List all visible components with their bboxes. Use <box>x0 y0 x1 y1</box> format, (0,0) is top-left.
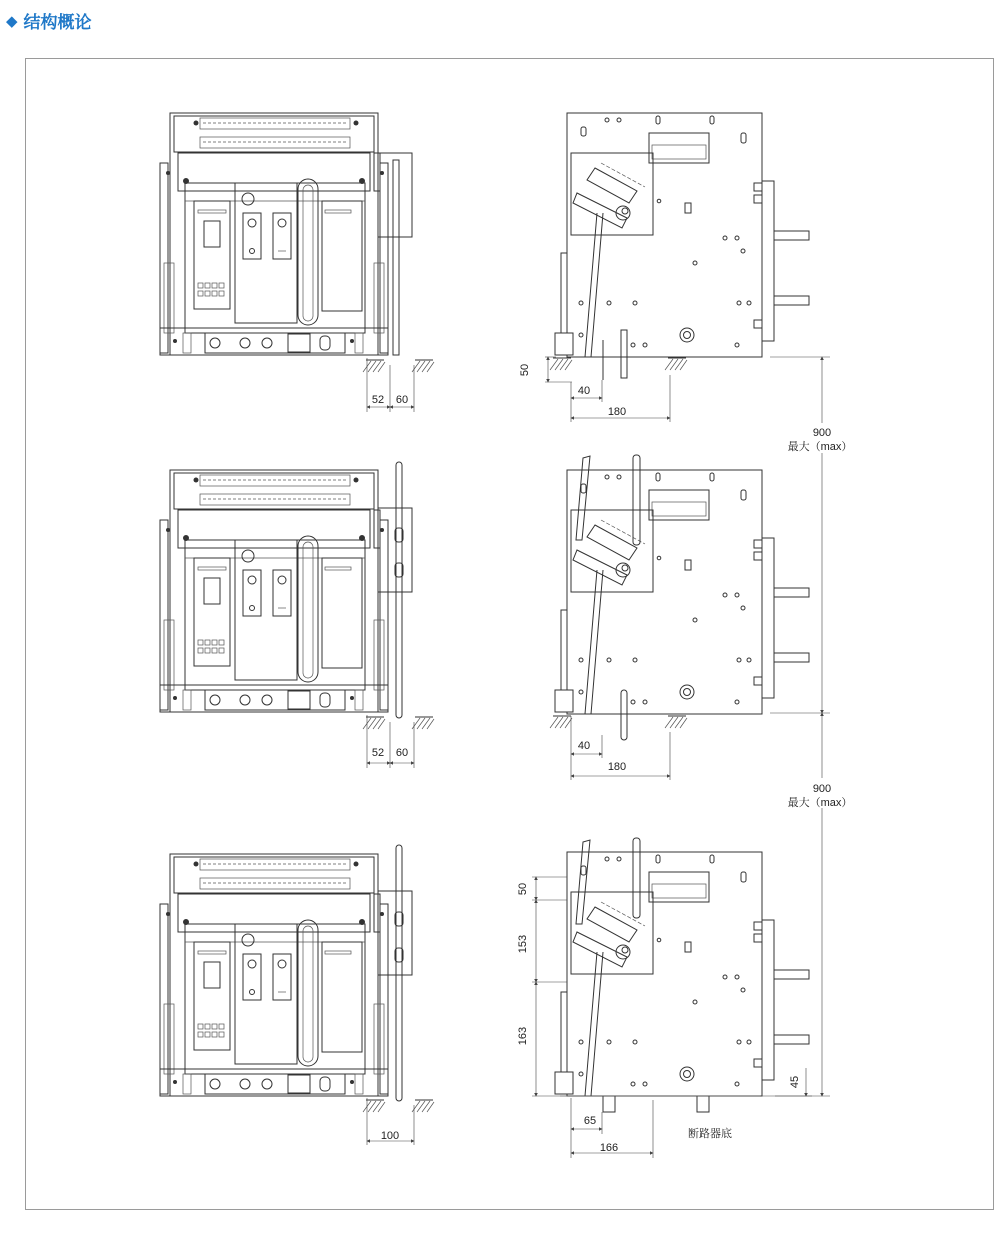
dim-180-row1: 180 <box>607 406 627 418</box>
max-label-top: 最大（max） <box>787 441 853 453</box>
front-view-2 <box>160 462 434 768</box>
dim-166: 166 <box>599 1142 619 1154</box>
dim-60-row2: 60 <box>395 747 409 759</box>
front-view-1 <box>160 113 434 412</box>
side-view-3 <box>517 838 812 1158</box>
dim-153: 153 <box>517 934 529 954</box>
dim-45: 45 <box>789 1075 801 1089</box>
side-view-2 <box>550 455 809 780</box>
dim-100: 100 <box>380 1130 400 1142</box>
dim-900-bottom: 900 <box>812 783 832 795</box>
diamond-icon: ◆ <box>6 12 18 30</box>
dim-52-row1: 52 <box>371 394 385 406</box>
dim-52-row2: 52 <box>371 747 385 759</box>
dim-40-row2: 40 <box>577 740 591 752</box>
dim-900-top: 900 <box>812 427 832 439</box>
dim-50-row3: 50 <box>517 882 529 896</box>
breaker-base-label: 断路器底 <box>688 1128 732 1140</box>
dim-900-max <box>760 357 860 1096</box>
dim-163: 163 <box>517 1026 529 1046</box>
dim-65: 65 <box>583 1115 597 1127</box>
dim-60-row1: 60 <box>395 394 409 406</box>
dim-40-row1: 40 <box>577 385 591 397</box>
side-view-1 <box>519 113 809 422</box>
front-view-3 <box>160 845 434 1145</box>
dim-180-row2: 180 <box>607 761 627 773</box>
dim-50-row1: 50 <box>519 363 531 377</box>
section-title: 结构概论 <box>23 13 92 33</box>
max-label-bottom: 最大（max） <box>787 797 853 809</box>
